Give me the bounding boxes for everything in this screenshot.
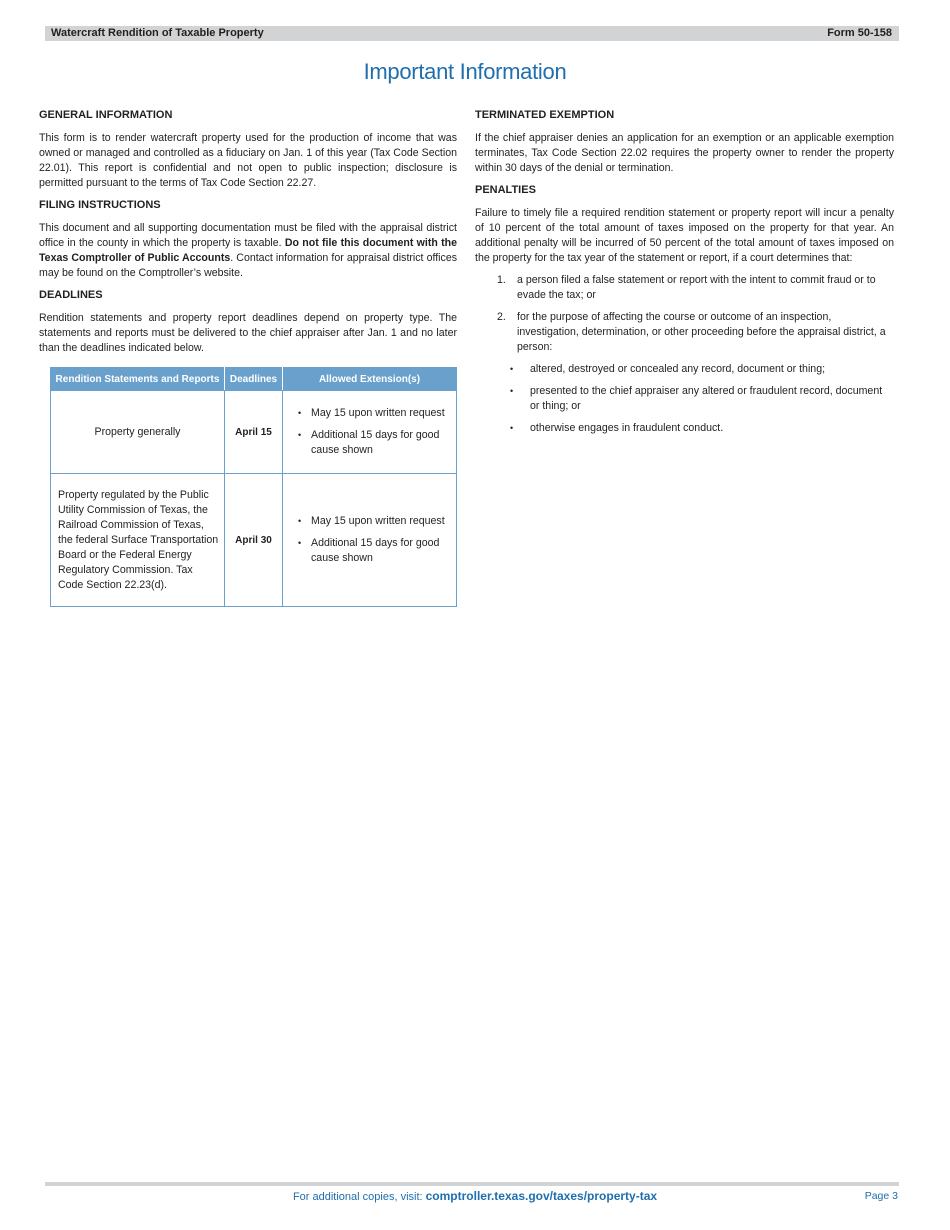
deadlines-table — [50, 367, 457, 607]
list-item: • May 15 upon written request — [298, 406, 449, 421]
table-header-row — [51, 368, 457, 391]
table-header-cell: Rendition Statements and Reports — [51, 368, 225, 391]
extension-list — [284, 406, 455, 458]
filing-instructions-text: This document and all supporting documentation must be filed with the appraisal district office in the county in which the property is taxable. Do not file this document with the Texas Comptroller of Public Accounts. Contact information for appraisal district offices may be found on the Comptroller’s website. — [39, 222, 458, 279]
page-number: Page 3 — [864, 1190, 898, 1202]
penalties-heading: PENALTIES — [475, 184, 536, 196]
penalties-text: Failure to timely file a required rendition statement or property report will incur a penalty of 10 percent of the total amount of taxes imposed on the property for that year. An additional penalty will be incurred of 50 percent of the total amount of taxes imposed on the property for the tax year of the statement or report, if a court determines that: — [475, 207, 894, 264]
deadlines-heading: DEADLINES — [39, 289, 103, 301]
left-column — [39, 108, 457, 363]
footer-divider — [45, 1182, 899, 1186]
deadline-cell: April 30 — [225, 474, 283, 607]
list-item: 2. for the purpose of affecting the course or outcome of an inspection, investigation, determination, or other proceeding before the appraisal district, a person: — [497, 311, 886, 353]
comptroller-website-link[interactable]: comptroller.texas.gov/taxes/property-tax — [425, 1189, 658, 1203]
form-header-bar — [45, 26, 899, 41]
filing-warning: Do not file this document with the Texas Comptroller of Public Accounts — [39, 237, 457, 264]
table-header-cell: Deadlines — [225, 368, 283, 391]
list-number: 1. — [497, 274, 506, 286]
general-information-heading: GENERAL INFORMATION — [39, 109, 173, 121]
general-information-text: This form is to render watercraft property used for the production of income that was owned or managed and controlled as a fiduciary on Jan. 1 of this year (Tax Code Section 22.01). This report is confidential and not open to public inspection; disclosure is permitted pursuant to the terms of Tax Code Section 22.27. — [39, 132, 457, 189]
table-row — [51, 474, 457, 607]
page-title: Important Information — [363, 59, 567, 84]
deadlines-text: Rendition statements and property report deadlines depend on property type. The statements and reports must be delivered to the chief appraiser after Jan. 1 and no later than the deadlines indicated below. — [39, 312, 457, 354]
list-item: • Additional 15 days for good cause shown — [298, 536, 449, 566]
penalties-numbered-list — [475, 273, 894, 355]
form-number: Form 50-158 — [827, 27, 892, 39]
extension-list — [284, 514, 455, 566]
list-item: • presented to the chief appraiser any altered or fraudulent record, document or thing; or — [475, 384, 894, 414]
filing-instructions-heading: FILING INSTRUCTIONS — [39, 199, 161, 211]
list-item: • otherwise engages in fraudulent conduct. — [475, 421, 894, 436]
terminated-exemption-heading: TERMINATED EXEMPTION — [475, 109, 615, 121]
terminated-exemption-text: If the chief appraiser denies an application for an exemption or an applicable exemption terminates, Tax Code Section 22.02 requires the property owner to render the property within 30 days of the denial or termination. — [475, 132, 894, 174]
penalties-bullet-list — [475, 362, 894, 436]
list-item: • Additional 15 days for good cause shown — [298, 428, 449, 458]
footer-copies-note: For additional copies, visit: comptroller.texas.gov/taxes/property-tax — [292, 1189, 658, 1203]
property-type-cell: Property regulated by the Public Utility Commission of Texas, the Railroad Commission of Texas, the federal Surface Transportation Board or the Federal Energy Regulatory Commission. Tax Code Section 22.23(d). — [51, 474, 225, 607]
table-row — [51, 391, 457, 474]
table-header-cell: Allowed Extension(s) — [283, 368, 457, 391]
form-title: Watercraft Rendition of Taxable Property — [51, 27, 264, 39]
list-item: 1. a person filed a false statement or report with the intent to commit fraud or to evade the tax; or — [497, 274, 876, 301]
deadline-cell: April 15 — [225, 391, 283, 474]
list-number: 2. — [497, 311, 506, 323]
extension-cell — [283, 474, 457, 607]
list-item: • altered, destroyed or concealed any record, document or thing; — [475, 362, 894, 377]
list-item: • May 15 upon written request — [298, 514, 449, 529]
extension-cell — [283, 391, 457, 474]
property-type-cell: Property generally — [51, 391, 225, 474]
right-column — [475, 108, 894, 443]
